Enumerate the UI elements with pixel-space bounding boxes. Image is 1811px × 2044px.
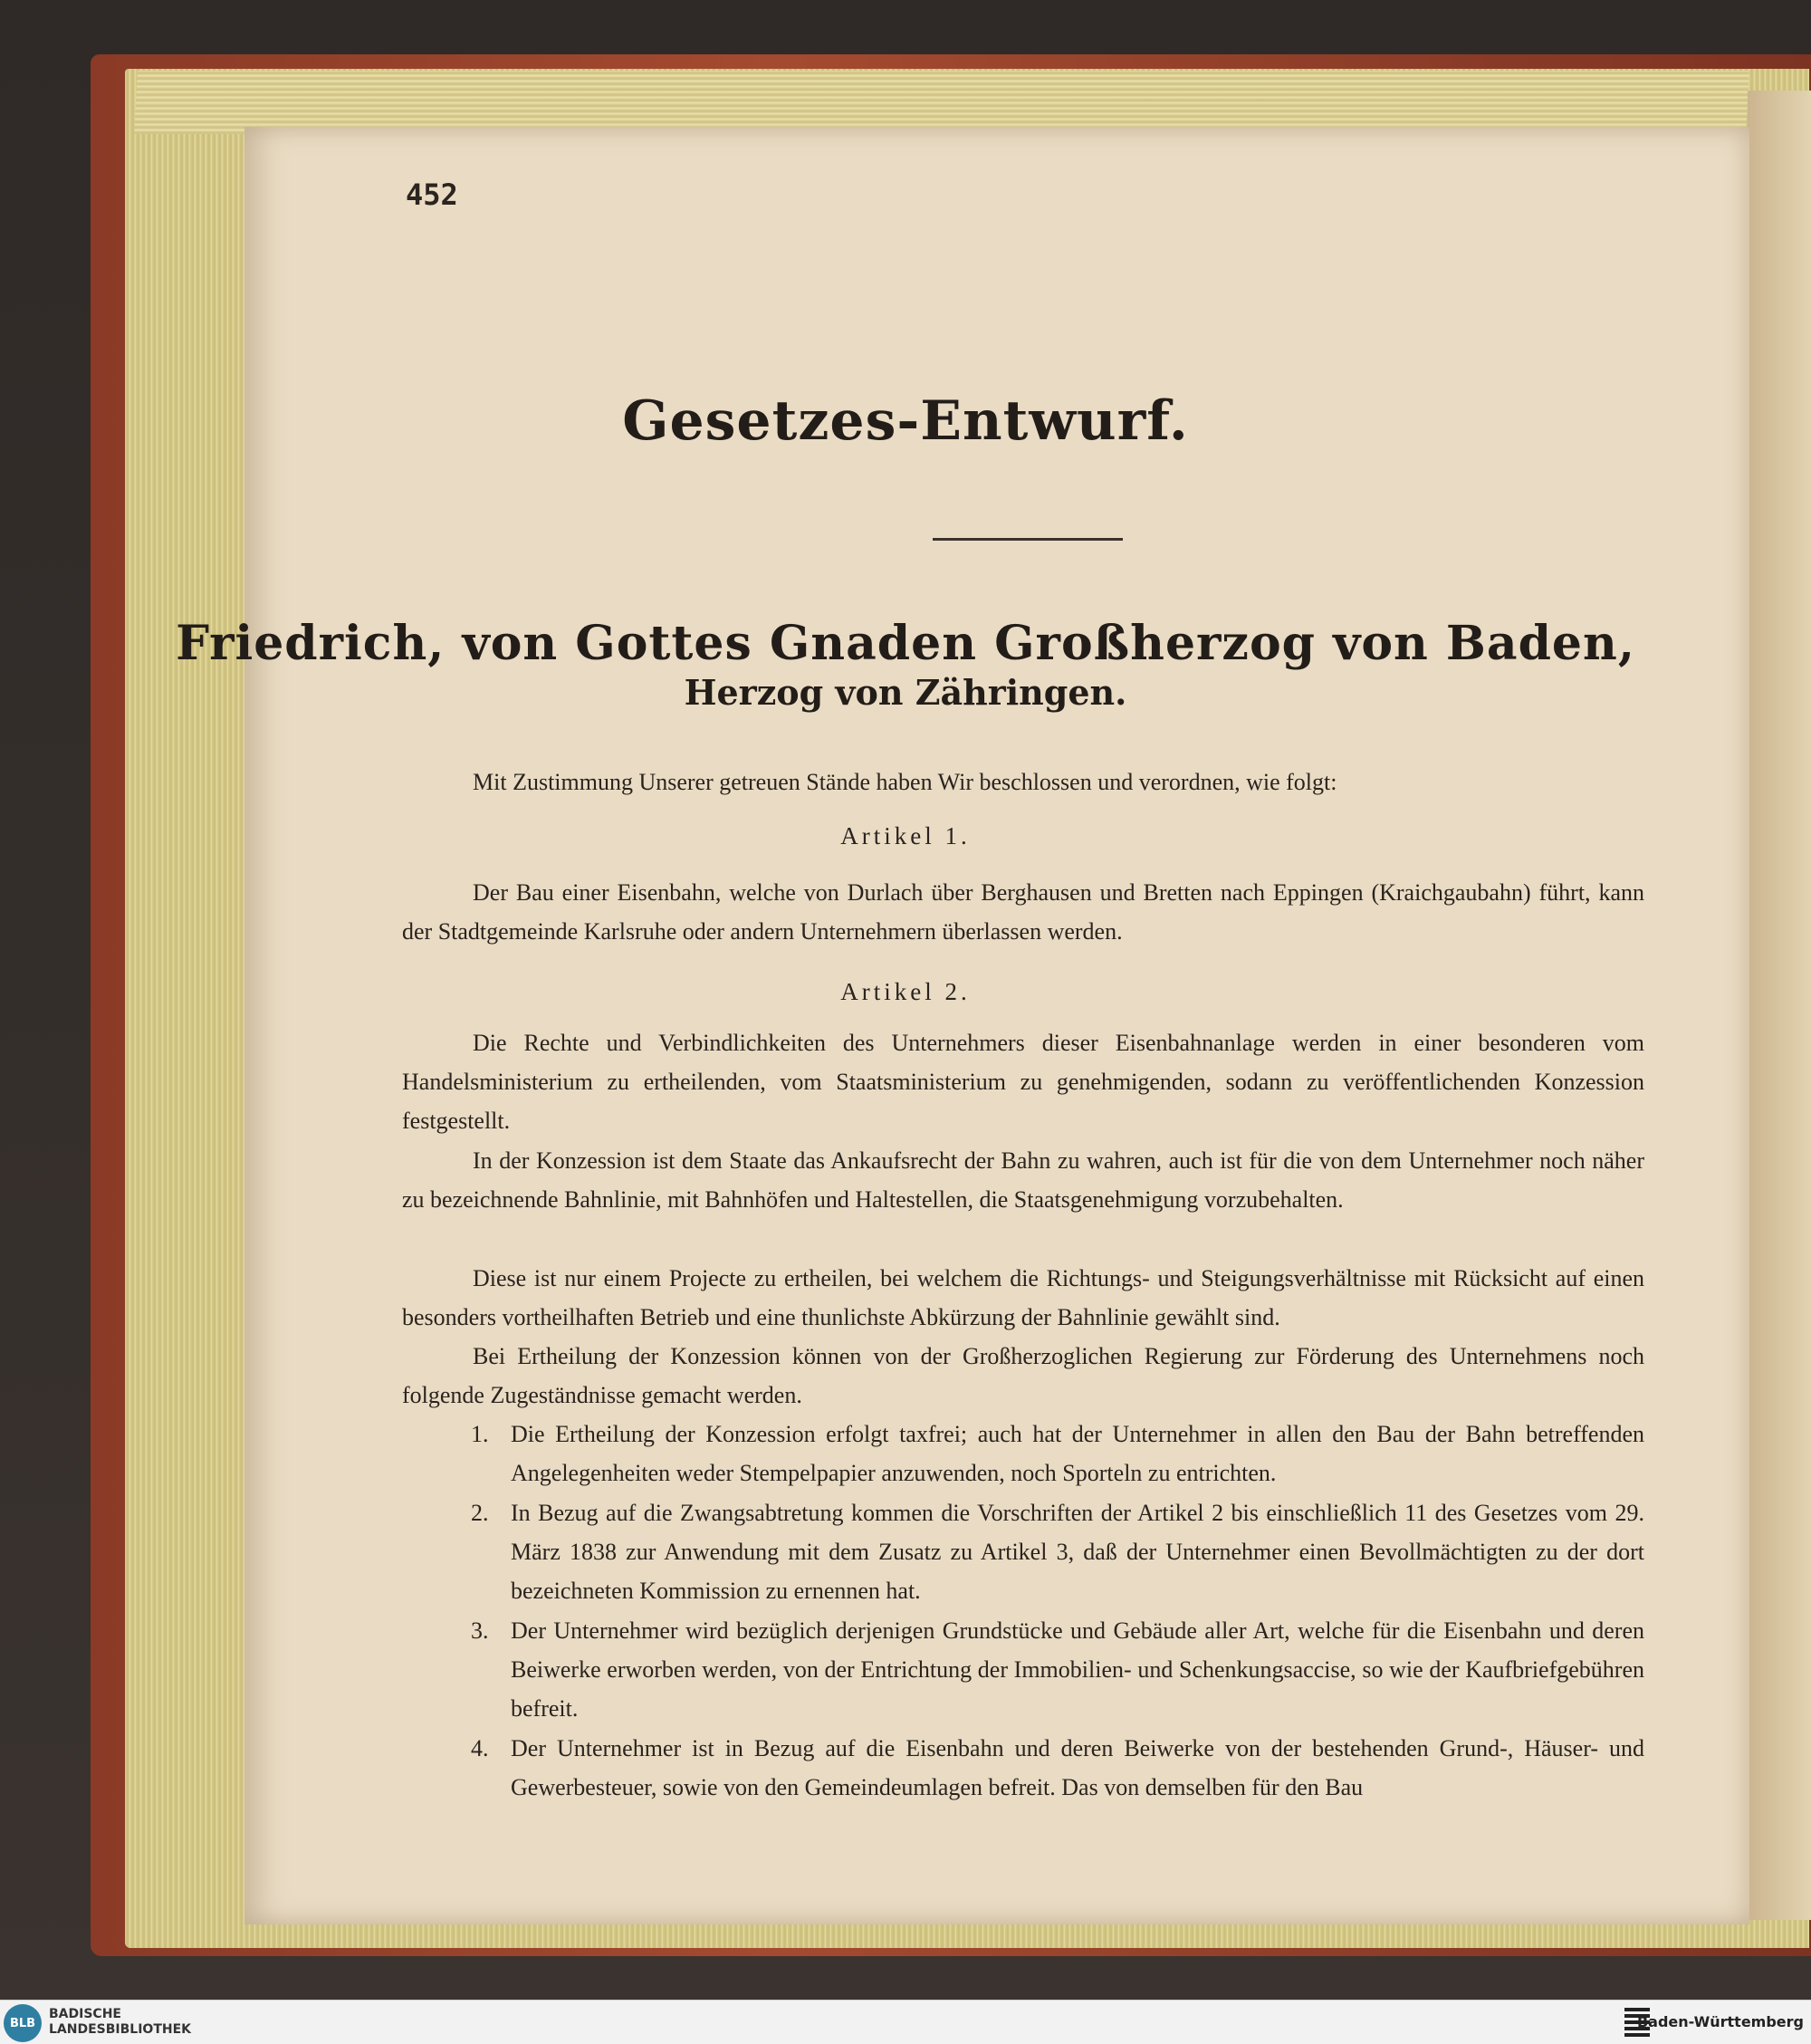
ruler-name: Friedrich, von Gottes Gnaden Großherzog von Baden, — [176, 616, 1635, 671]
page-number: 452 — [406, 178, 458, 212]
article-2-paragraph: Diese ist nur einem Projecte zu ertheilen, bei welchem die Richtungs- und Steigungsverhältnisse mit Rücksicht auf einen besonders vortheilhaften Betrieb und eine thunlichste Abkürzung der Bahnlinie gewählt sind. — [402, 1265, 1644, 1330]
list-number: 3. — [471, 1617, 489, 1644]
list-number: 1. — [471, 1421, 489, 1447]
article-1-text: Der Bau einer Eisenbahn, welche von Durlach über Berghausen und Bretten nach Eppingen (Kraichgaubahn) führt, kann der Stadtgemeinde Karlsruhe oder andern Unternehmern überlassen werden. — [402, 879, 1644, 945]
intro-paragraph: Mit Zustimmung Unserer getreuen Stände haben Wir beschlossen und verordnen, wie folgt: — [473, 769, 1337, 795]
list-item — [471, 1611, 1644, 1728]
viewer-footer — [0, 2000, 1811, 2044]
list-number: 4. — [471, 1735, 489, 1761]
article-1-heading: Artikel 1. — [840, 822, 971, 849]
top-page-edges — [134, 71, 1749, 134]
article-2-paragraph: In der Konzession ist dem Staate das Ankaufsrecht der Bahn zu wahren, auch ist für die von dem Unternehmer noch näher zu bezeichnende Bahnlinie, mit Bahnhöfen und Haltestellen, die Staatsgenehmigung vorzubehalten. — [402, 1147, 1644, 1213]
article-2-heading: Artikel 2. — [840, 978, 971, 1005]
list-item — [471, 1493, 1644, 1610]
library-name[interactable]: BADISCHE LANDESBIBLIOTHEK — [49, 2007, 192, 2037]
blb-logo[interactable]: BLB — [4, 2004, 42, 2042]
list-text: Die Ertheilung der Konzession erfolgt taxfrei; auch hat der Unternehmer in allen den Bau der Bahn betreffenden Angelegenheiten weder Stempelpapier anzuwenden, noch Sporteln zu entrichten. — [511, 1421, 1644, 1486]
concessions-list — [471, 1415, 1644, 1808]
state-name[interactable]: Baden-Württemberg — [1636, 2013, 1804, 2030]
article-2-paragraph: Die Rechte und Verbindlichkeiten des Unternehmers dieser Eisenbahnanlage werden in einer besonderen vom Handelsministerium zu ertheilenden, vom Staatsministerium zu genehmigenden, sodann zu veröffentlichenden Konzession festgestellt. — [402, 1030, 1644, 1134]
ruler-subtitle: Herzog von Zähringen. — [684, 672, 1127, 713]
title-rule — [933, 538, 1123, 541]
list-text: Der Unternehmer ist in Bezug auf die Eisenbahn und deren Beiwerke von der bestehenden Grund-, Häuser- und Gewerbesteuer, sowie von den Gemeindeumlagen befreit. Das von demselben für den Bau — [511, 1735, 1644, 1800]
list-item — [471, 1415, 1644, 1492]
list-text: Der Unternehmer wird bezüglich derjenigen Grundstücke und Gebäude aller Art, welche für die Eisenbahn und deren Beiwerke erworben werden, von der Entrichtung der Immobilien- und Schenkungsaccise, so wie der Kaufbriefgebühren befreit. — [511, 1617, 1644, 1722]
list-item — [471, 1729, 1644, 1807]
list-number: 2. — [471, 1500, 489, 1526]
list-text: In Bezug auf die Zwangsabtretung kommen die Vorschriften der Artikel 2 bis einschließlich 11 des Gesetzes vom 29. März 1838 zur Anwendung mit dem Zusatz zu Artikel 3, daß der Unternehmer einen Bevollmächtigten zu der dort bezeichneten Kommission zu ernennen hat. — [511, 1500, 1644, 1604]
article-2-paragraph: Bei Ertheilung der Konzession können von der Großherzoglichen Regierung zur Förderung des Unternehmens noch folgende Zugeständnisse gemacht werden. — [402, 1343, 1644, 1408]
document-title: Gesetzes-Entwurf. — [622, 389, 1189, 453]
